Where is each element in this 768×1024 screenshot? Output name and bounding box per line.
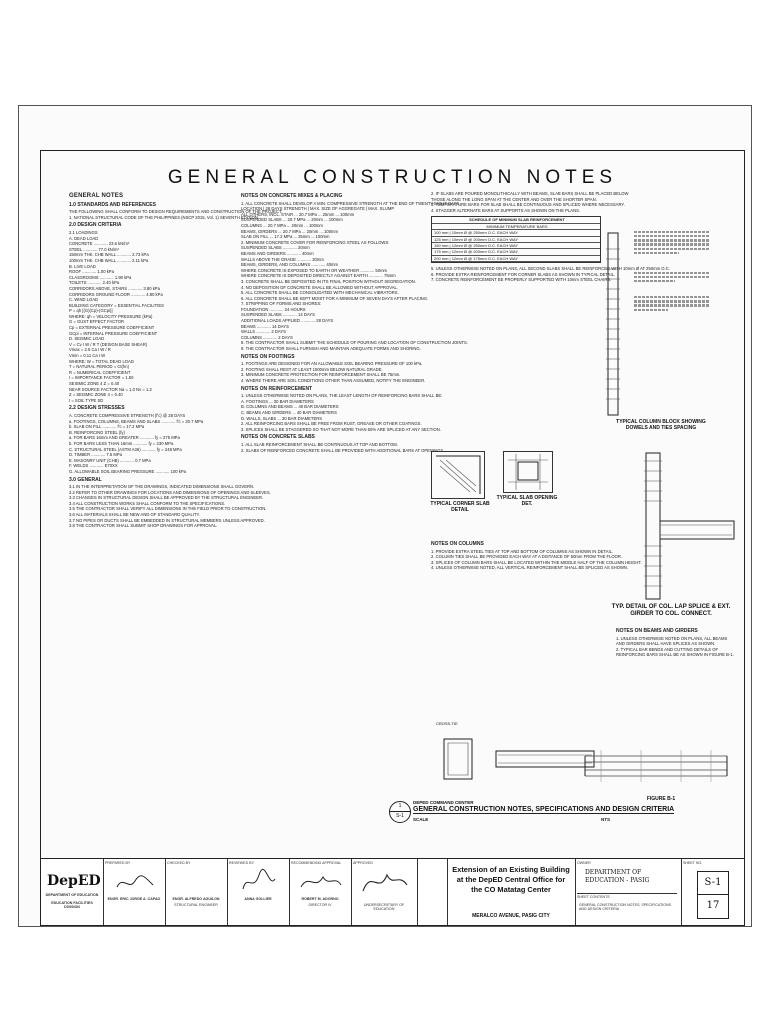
general-notes-line: A. CONCRETE COMPRESSIVE STRENGTH (f'c) @ 28 DAYS — [69, 412, 186, 418]
reviewed-name: ANNA GOLLIER — [244, 897, 272, 901]
construction-notes-line: SLAB ON FILL ... 17.2 MPa ... 25mm ... 100mm — [241, 234, 330, 240]
sheet-reference-title: GENERAL CONSTRUCTION NOTES, SPECIFICATIONS AND DESIGN CRITERIA — [413, 806, 675, 813]
general-notes-line: CORRIDORS ABOVE, STAIRS ............ 3.80 kPa — [69, 285, 160, 291]
lap-splice-caption: TYP. DETAIL OF COL. LAP SPLICE & EXT. GIRDER TO COL. CONNECT. — [611, 604, 731, 617]
general-notes-line: G. ALLOWABLE SOIL BEARING PRESSURE ............ 100 kPa — [69, 468, 186, 474]
corner-slab-detail-drawing — [431, 451, 485, 499]
title-block — [40, 858, 745, 926]
owner-label: OWNER — [577, 861, 591, 865]
slab-schedule-subtitle: MINIMUM TEMPERATURE BARS — [432, 224, 600, 230]
general-notes-line: D. TIMBER ............ 7.5 MPa — [69, 452, 122, 458]
sheet-number-cell — [681, 859, 743, 925]
general-notes-line: B. REINFORCING STEEL (fy) — [69, 429, 125, 435]
general-notes-line: b. SLAB ON FILL ............ f'c = 17.2 MPa — [69, 424, 145, 430]
general-notes-line: I = IMPORTANCE FACTOR = 1.50 — [69, 375, 134, 381]
construction-notes-line: 5. ALL CONCRETE SHALL BE CONSOLIDATED WITH MECHANICAL VIBRATORS. — [241, 290, 399, 296]
general-notes-section-heading: 2.2 DESIGN STRESSES — [69, 405, 125, 412]
construction-notes-line: 9. THE CONTRACTOR SHALL FURNISH AND MAINTAIN ADEQUATE FORMS AND SHORING. — [241, 346, 421, 352]
construction-notes-line: BEAMS, GIRDERS, AND COLUMNS ............ 40mm — [241, 262, 339, 268]
general-notes-line: A. DEAD LOAD — [69, 235, 99, 241]
deped-logo-sub: DEPARTMENT OF EDUCATION — [45, 893, 99, 897]
general-notes-line: SEISMIC ZONE 4 Z = 0.40 — [69, 381, 120, 386]
column-note-line: 4. UNLESS OTHERWISE NOTED, ALL VERTICAL REINFORCEMENT SHALL BE SPLICED AS SHOWN. — [431, 565, 629, 571]
slab-opening-detail-drawing — [503, 451, 553, 493]
construction-notes-line: COLUMNS ............ 2 DAYS — [241, 334, 293, 340]
construction-notes-line: B. COLUMNS AND BEAMS ... 40 BAR DIAMETERS — [241, 404, 339, 410]
command-center-label: DEPED COMMAND CENTER — [413, 800, 474, 805]
slab-schedule-row: 100 mm | 10mm Ø @ 250mm O.C. EACH WAY — [432, 230, 600, 236]
deped-logo: DepED — [47, 873, 101, 889]
construction-notes-line: BEAMS ............ 14 DAYS — [241, 323, 289, 329]
general-notes-line: 3.8 THE CONTRACTOR SHALL SUBMIT SHOP DRAWINGS FOR APPROVAL. — [69, 523, 218, 529]
slab-note-line: 4. STAGGER ALTERNATE BARS AT SUPPORTS AS SHOWN ON THE PLANS. — [431, 207, 581, 213]
general-notes-line: a. FOR BARS 16mm AND GREATER ............ fy = 275 MPa — [69, 435, 180, 441]
general-notes-line: TOILETS ............ 2.40 kPa — [69, 280, 120, 286]
construction-notes-line: FOUNDATION ............ 24 HOURS — [241, 306, 306, 312]
prepared-label: PREPARED BY — [105, 861, 131, 865]
division-name: EDUCATION FACILITIES DIVISION — [51, 901, 93, 910]
recommending-signature — [299, 871, 343, 893]
owner-name: DEPARTMENT OF EDUCATION - PASIG — [585, 869, 650, 884]
beam-note-line: 2. TYPICAL BAR BENDS AND CUTTING DETAILS OF REINFORCING BARS SHALL BE AS SHOWN IN FIGURE B-1. — [616, 646, 734, 658]
construction-notes-column — [241, 191, 469, 453]
bar-bend-figure-drawing — [581, 736, 731, 796]
general-notes-line: E. MASONRY UNIT (CHB) ............ 0.7 MPa — [69, 457, 151, 463]
construction-notes-line: WALLS ABOVE THE GRADE ............ 20mm — [241, 256, 324, 262]
recommending-role: DIRECTOR IV — [308, 903, 332, 907]
construction-notes-line: 1. UNLESS OTHERWISE NOTED ON PLANS, THE LEAST LENGTH OF REINFORCING BARS SHALL BE: — [241, 393, 443, 399]
construction-notes-line: 3. MINIMUM CONCRETE PROTECTION FOR REINFORCEMENT SHALL BE 75mm. — [241, 372, 401, 378]
sheet-number: S-1 — [698, 872, 728, 895]
general-notes-line: Cp = EXTERNAL PRESSURE COEFFICIENT — [69, 325, 155, 331]
general-notes-line: 1. NATIONAL STRUCTURAL CODE OF THE PHILIPPINES (NSCP 2015, Vol. 1) SEVENTH EDITION — [69, 214, 258, 220]
approved-cell — [351, 859, 418, 925]
construction-notes-line: 2. MINIMUM CONCRETE COVER FOR REINFORCING STEEL AS FOLLOWS: — [241, 239, 390, 245]
column-notes-heading: NOTES ON COLUMNS — [431, 541, 484, 547]
general-notes-line: C. WIND LOAD — [69, 297, 99, 303]
prepared-name: ENGR. ERIC JORGE A. CAPAO — [107, 897, 161, 901]
general-notes-line: 3.1 IN THE INTERPRETATION OF THE DRAWINGS, INDICATED DIMENSIONS SHALL GOVERN. — [69, 484, 255, 490]
slab-schedule-title: SCHEDULE OF MINIMUM SLAB REINFORCEMENT — [432, 217, 600, 223]
construction-notes-line: 3. SPLICES SHALL BE STAGGERED SO THAT NOT MORE THAN 50% ARE SPLICED AT ANY SECTION. — [241, 426, 441, 432]
construction-notes-line: D. WALLS, SLABS ... 30 BAR DIAMETERS — [241, 415, 323, 421]
construction-notes-line: SUSPENDED SLABS ............ 20mm — [241, 245, 310, 251]
reviewed-signature — [241, 869, 277, 895]
sheet-title: GENERAL CONSTRUCTION NOTES — [167, 167, 618, 188]
slab-schedule-row: 150 mm | 12mm Ø @ 250mm O.C. EACH WAY — [432, 243, 600, 249]
column-note-line: 1. PROVIDE EXTRA STEEL TIES AT TOP AND BOTTOM OF COLUMNS AS SHOWN IN DETAIL. — [431, 548, 614, 554]
construction-notes-line: 1. FOOTINGS ARE DESIGNED FOR AN ALLOWABLE SOIL BEARING PRESSURE OF 100 kPa. — [241, 361, 423, 367]
general-notes-line: R = NUMERICAL COEFFICIENT — [69, 369, 131, 375]
construction-notes-line: 1. ALL SLAB REINFORCEMENT SHALL BE CONTINUOUS AT TOP AND BOTTOM. — [241, 441, 398, 447]
construction-notes-line: 2. SLABS OF REINFORCED CONCRETE SHALL BE PROVIDED WITH ADDITIONAL BARS AT OPENINGS. — [241, 447, 445, 453]
general-notes-line: ROOF ............ 1.00 kPa — [69, 269, 114, 275]
detail-bubble — [389, 801, 411, 823]
slab-schedule-row: 125 mm | 10mm Ø @ 200mm O.C. EACH WAY — [432, 237, 600, 243]
general-notes-line: D. SEISMIC LOAD — [69, 336, 105, 342]
sheet-total: 17 — [706, 900, 720, 911]
construction-notes-section-heading: NOTES ON FOOTINGS — [241, 353, 295, 360]
construction-notes-line: 7. STRIPPING OF FORMS AND SHORES: — [241, 301, 322, 307]
general-notes-line: T = NATURAL PERIOD = Ct(hn) — [69, 364, 129, 370]
sheet-number-box — [697, 871, 729, 919]
slab-notes — [431, 191, 629, 213]
general-notes-line: I = SOIL TYPE SD — [69, 397, 104, 403]
stamp-cell — [417, 859, 448, 925]
cross-tie-detail-drawing — [436, 721, 596, 796]
general-notes-line: CONCRETE ............ 23.6 kN/m³ — [69, 241, 130, 247]
contents-label: SHEET CONTENTS — [577, 893, 677, 899]
general-notes-line: WHERE: qh = VELOCITY PRESSURE (kPa) — [69, 313, 153, 319]
construction-notes-line: 8. THE CONTRACTOR SHALL SUBMIT THE SCHEDULE OF POURING AND LOCATION OF CONSTRUCTION JOINTS. — [241, 340, 469, 346]
construction-notes-line: ADDITIONAL LOADS APPLIED ............ 28 DAYS — [241, 318, 334, 324]
slab-note-line: 3. TEMPERATURE BARS FOR SLAB SHALL BE CONTINUOUS AND SPLICED WHERE NECESSARY. — [431, 202, 625, 208]
general-notes-section-heading: 1.0 STANDARDS AND REFERENCES — [69, 201, 156, 208]
construction-notes-line: C. BEAMS AND GIRDERS ... 40 BAR DIAMETERS — [241, 409, 337, 415]
sheet-contents: GENERAL CONSTRUCTION NOTES, SPECIFICATIONS AND DESIGN CRITERIA — [579, 903, 672, 912]
general-notes-line: Vmin = 0.11 Ca I W — [69, 353, 106, 359]
approved-signature — [359, 867, 409, 897]
construction-notes-line: WHERE CONCRETE IS EXPOSED TO EARTH OR WEATHER ............ 50mm — [241, 267, 388, 273]
detail-bubble-number: 1 — [398, 803, 402, 809]
project-title: Extension of an Existing Building at the DepED Central Office for the CO Matatag Center — [452, 865, 570, 894]
construction-notes-line: BEAMS, GIRDERS ... 20.7 MPa ... 20mm ... 100mm — [241, 228, 339, 234]
general-notes-line: NEAR SOURCE FACTOR Na = 1.0 Nv = 1.2 — [69, 386, 152, 392]
figure-caption: FIGURE B-1 — [646, 796, 676, 802]
general-notes-line: CORRIDORS GROUND FLOOR ............ 4.80 kPa — [69, 291, 163, 297]
column-notes — [431, 539, 642, 571]
cross-tie-label: CROSS-TIE — [436, 721, 458, 726]
checked-role: STRUCTURAL ENGINEER — [174, 903, 218, 907]
slab-schedule-row: 175 mm | 12mm Ø @ 200mm O.C. EACH WAY — [432, 249, 600, 255]
slab-note-line: 5. UNLESS OTHERWISE NOTED ON PLANS, ALL SECOND SLABS SHALL BE REINFORCED WITH 10mm Ø AT 250mm O.C. — [431, 266, 670, 272]
construction-notes-line: 6. ALL CONCRETE SHALL BE KEPT MOIST FOR A MINIMUM OF SEVEN DAYS AFTER PLACING. — [241, 295, 429, 301]
construction-notes-line: 4. WHERE THERE ARE SOIL CONDITIONS OTHER THAN ASSUMED, NOTIFY THE ENGINEER. — [241, 378, 426, 383]
construction-notes-line: ALL OTHERS, INCL. STAIR ... 20.7 MPa ... 25mm ... 100mm — [241, 211, 355, 217]
construction-notes-line: A. FOOTINGS ... 30 BAR DIAMETERS — [241, 398, 314, 404]
construction-notes-section-heading: NOTES ON REINFORCEMENT — [241, 385, 313, 392]
general-notes-line: 3.7 NO PIPES OR DUCTS SHALL BE EMBEDDED IN STRUCTURAL MEMBERS UNLESS APPROVED. — [69, 517, 265, 523]
logo-cell — [41, 859, 104, 925]
construction-notes-line: LOCATION | 28 DAYS STRENGTH | MAX. SIZE OF AGGREGATE | MAX. SLUMP — [241, 206, 395, 212]
approved-role: UNDERSECRETARY OF EDUCATION — [363, 903, 405, 912]
beam-notes — [616, 626, 736, 658]
slab-notes-continued — [431, 266, 670, 283]
beam-notes-heading: NOTES ON BEAMS AND GIRDERS — [616, 628, 698, 634]
general-notes-line: Vmax = 2.5 Ca I W / R — [69, 347, 111, 353]
construction-notes-line: SUSPENDED SLABS ... 20.7 MPa ... 20mm ... 100mm — [241, 217, 343, 223]
slab-note-line: 6. PROVIDE EXTRA REINFORCEMENT FOR CORNER SLABS AS SHOWN IN TYPICAL DETAIL. — [431, 271, 616, 277]
column-note-line: 3. SPLICES OF COLUMN BARS SHALL BE LOCATED WITHIN THE MIDDLE HALF OF THE COLUMN HEIGHT. — [431, 559, 642, 565]
general-notes-line: 150mm THK. CHB WALL ............ 2.73 kPa — [69, 252, 149, 258]
construction-notes-section-heading: NOTES ON CONCRETE SLABS — [241, 434, 315, 441]
owner-cell — [575, 859, 682, 925]
column-block-caption: TYPICAL COLUMN BLOCK SHOWING DOWELS AND TIES SPACING — [616, 419, 706, 431]
general-notes-line: 3.3 CHANGES IN STRUCTURAL DESIGN SHALL BE APPROVED BY THE STRUCTURAL ENGINEER. — [69, 495, 264, 501]
general-notes-line: 2.1 LOADINGS — [69, 229, 98, 235]
checked-name: ENGR. ALFREDO AGUILON — [172, 897, 220, 901]
general-notes-line: 3.4 ALL CONSTRUCTION WORKS SHALL CONFORM TO THE SPECIFICATIONS. — [69, 500, 226, 506]
general-notes-heading: GENERAL NOTES — [69, 193, 124, 199]
recommending-cell — [289, 859, 352, 925]
general-notes-line: STEEL ............ 77.0 kN/m³ — [69, 246, 119, 252]
prepared-cell — [103, 859, 166, 925]
slab-note-line: 7. CONCRETE REINFORCEMENT BE PROPERLY SUPPORTED WITH 10mm STEEL CHAIRS. — [431, 277, 612, 283]
column-detail-notes — [634, 229, 709, 313]
lap-splice-detail-drawing — [616, 451, 736, 601]
general-notes-line: V = Cv I W / R T (DESIGN BASE SHEAR) — [69, 341, 148, 347]
construction-notes-line: 1. ALL CONCRETE SHALL DEVELOP A MIN. COMPRESSIVE STRENGTH AT THE END OF TWENTY-EIGHT DAYS. — [241, 200, 461, 206]
sheet-number-label: SHEET NO. — [683, 861, 703, 865]
construction-notes-line: BEAMS AND GIRDERS ............ 40mm — [241, 250, 314, 256]
general-notes-line: G = GUST EFFECT FACTOR — [69, 319, 125, 325]
checked-label: CHECKED BY — [167, 861, 191, 865]
general-notes-line: 3.5 THE CONTRACTOR SHALL VERIFY ALL DIMENSIONS IN THE FIELD PRIOR TO CONSTRUCTION. — [69, 506, 267, 512]
slab-schedule-row: 200 mm | 12mm Ø @ 175mm O.C. EACH WAY — [432, 256, 600, 262]
general-notes-line: 100mm THK. CHB WALL ............ 2.11 kPa — [69, 257, 149, 263]
construction-notes-line: 2. ALL REINFORCING BARS SHALL BE FREE FROM RUST, GREASE OR OTHER COATINGS. — [241, 421, 422, 427]
construction-notes-line: 2. FOOTING SHALL REST AT LEAST 1500mm BELOW NATURAL GRADE. — [241, 366, 383, 372]
general-notes-line: 3.6 ALL MATERIALS SHALL BE NEW AND OF STANDARD QUALITY. — [69, 512, 200, 518]
construction-notes-line: 3. CONCRETE SHALL BE DEPOSITED IN ITS FINAL POSITION WITHOUT SEGREGATION. — [241, 278, 416, 284]
general-notes-line: F. WELDS ............ E70XX — [69, 463, 118, 469]
construction-notes-section-heading: NOTES ON CONCRETE MIXES & PLACING — [241, 193, 343, 199]
general-notes-line: GCpi = INTERNAL PRESSURE COEFFICIENT — [69, 330, 158, 336]
reviewed-label: REVIEWED BY — [229, 861, 254, 865]
approved-label: APPROVED — [353, 861, 373, 865]
construction-notes-line: WHERE CONCRETE IS DEPOSITED DIRECTLY AGAINST EARTH ............ 75mm — [241, 273, 396, 279]
general-notes-line: b. FOR BARS LESS THAN 16mm ............ fy = 230 MPa — [69, 440, 174, 446]
general-notes-line: P = qh [(G)(Cp)-(GCpi)] — [69, 308, 113, 314]
slab-note-line: 2. IF SLABS ARE POURED MONOLITHICALLY WITH BEAMS, SLAB BARS SHALL BE PLACED BELOW — [431, 191, 629, 196]
general-notes-section-heading: 3.0 GENERAL — [69, 476, 102, 483]
recommending-label: RECOMMENDING APPROVAL — [291, 861, 342, 865]
checked-cell — [165, 859, 228, 925]
general-notes-line: 3.2 REFER TO OTHER DRAWINGS FOR LOCATIONS AND DIMENSIONS OF OPENINGS AND SLEEVES. — [69, 489, 271, 495]
column-elevation-drawing — [598, 229, 628, 419]
project-address: MERALCO AVENUE, PASIG CITY — [472, 913, 550, 919]
general-notes-line: Z = SEISMIC ZONE 4 = 0.40 — [69, 392, 123, 398]
project-cell — [447, 859, 576, 925]
scale-value: NTS — [601, 817, 610, 822]
construction-notes-line: 4. NO DEPOSITION OF CONCRETE SHALL BE ALLOWED WITHOUT APPROVAL. — [241, 284, 398, 290]
general-notes-line: CLASSROOMS ............ 1.90 kPa — [69, 274, 132, 280]
general-notes-line: WHERE: W = TOTAL DEAD LOAD — [69, 358, 134, 364]
recommending-name: ROBERT M. ADORNO — [301, 897, 339, 901]
general-notes-line: THE FOLLOWING SHALL CONFORM TO DESIGN REQUIREMENTS AND CONSTRUCTION OF THE PROJECT: — [69, 209, 283, 215]
scale-label: SCALE — [413, 817, 429, 822]
reviewed-cell — [227, 859, 290, 925]
prepared-signature — [115, 873, 155, 893]
slab-schedule-table — [431, 216, 601, 263]
construction-notes-line: COLUMNS ... 20.7 MPa ... 20mm ... 100mm — [241, 222, 323, 228]
slab-notes-column — [431, 191, 670, 283]
construction-notes-line: SUSPENDED SLABS ............ 14 DAYS — [241, 312, 315, 318]
general-notes-line: a. FOOTINGS, COLUMNS, BEAMS AND SLABS ............ f'c = 20.7 MPa — [69, 418, 204, 424]
corner-slab-detail-caption: TYPICAL CORNER SLAB DETAIL — [430, 501, 490, 513]
column-note-line: 2. COLUMN TIES SHALL BE PROVIDED EACH WAY AT A DISTANCE OF 50mm FROM THE FLOOR. — [431, 554, 623, 560]
general-notes-line: BUILDING CATEGORY = ESSENTIAL FACILITIES — [69, 302, 164, 308]
general-notes-line: C. STRUCTURAL STEEL (ASTM A36) ............ fy = 248 MPa — [69, 446, 182, 452]
detail-bubble-sheet: S-1 — [390, 811, 410, 821]
general-notes-section-heading: 2.0 DESIGN CRITERIA — [69, 222, 122, 229]
slab-note-line: THOSE ALONG THE LONG SPAN AT THE CENTER AND OVER THE SHORTER SPAN. — [431, 196, 597, 202]
general-notes-line: B. LIVE LOAD — [69, 263, 96, 269]
construction-notes-line: WALLS ............ 2 DAYS — [241, 329, 286, 335]
beam-note-line: 1. UNLESS OTHERWISE NOTED ON PLANS, ALL BEAMS AND GIRDERS SHALL HAVE SPLICES AS SHOWN. — [616, 635, 728, 647]
drawing-frame — [40, 150, 745, 909]
slab-opening-detail-caption: TYPICAL SLAB OPENING DET. — [496, 495, 558, 507]
